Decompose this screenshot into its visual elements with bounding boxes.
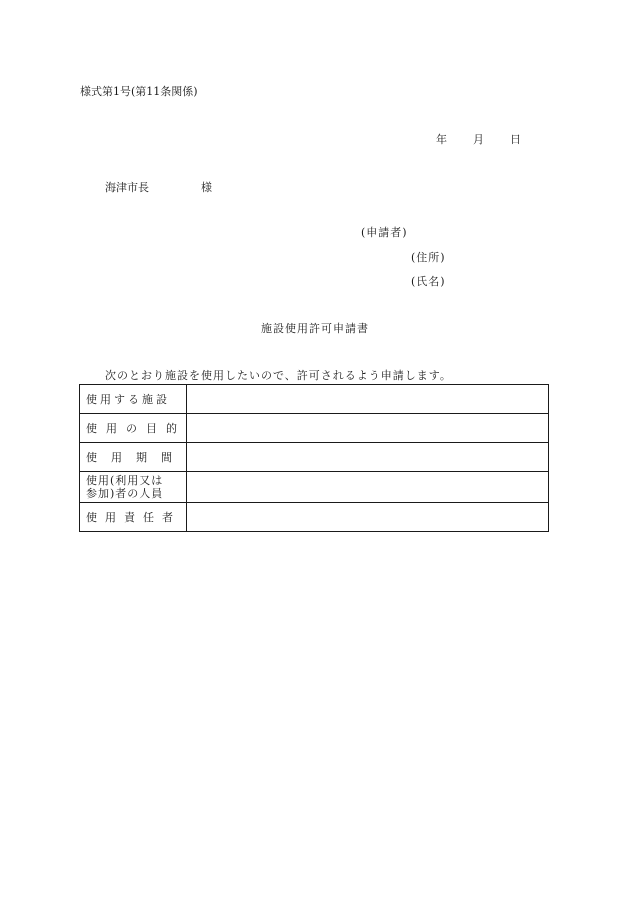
row-label-participants-line2: 参加)者の人員	[86, 487, 164, 500]
addressee-honorific: 様	[201, 181, 212, 194]
row-label-facility: 使用する施設	[80, 385, 187, 414]
row-value-period[interactable]	[187, 443, 549, 472]
date-line	[436, 131, 521, 147]
date-month-label: 月	[473, 133, 484, 146]
table-row	[80, 385, 549, 414]
applicant-name-label: (氏名)	[411, 275, 446, 288]
intro-text: 次のとおり施設を使用したいので、許可されるよう申請します。	[105, 369, 452, 382]
row-value-facility[interactable]	[187, 385, 549, 414]
table-row	[80, 443, 549, 472]
usage-table	[79, 384, 549, 532]
document-title: 施設使用許可申請書	[261, 322, 369, 335]
applicant-label: (申請者)	[361, 226, 408, 239]
applicant-address-label: (住所)	[411, 251, 446, 264]
row-label-responsible: 使用責任者	[80, 503, 187, 532]
date-day-label: 日	[510, 133, 521, 146]
form-number: 様式第1号(第11条関係)	[80, 85, 198, 98]
date-year-label: 年	[436, 133, 447, 146]
row-value-participants[interactable]	[187, 472, 549, 503]
row-label-participants-line1: 使用(利用又は	[86, 474, 164, 487]
row-value-responsible[interactable]	[187, 503, 549, 532]
table-row	[80, 503, 549, 532]
table-row	[80, 414, 549, 443]
addressee-name: 海津市長	[105, 181, 149, 194]
row-label-purpose: 使用の目的	[80, 414, 187, 443]
row-label-participants	[80, 472, 187, 503]
addressee	[105, 179, 212, 195]
row-value-purpose[interactable]	[187, 414, 549, 443]
table-row	[80, 472, 549, 503]
row-label-period: 使用期間	[80, 443, 187, 472]
